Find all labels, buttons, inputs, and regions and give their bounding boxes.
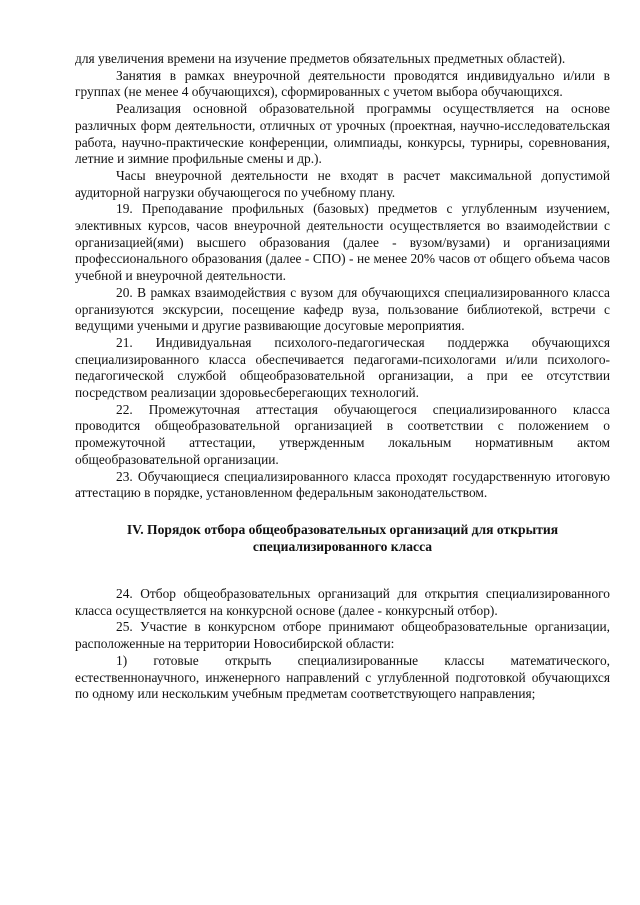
paragraph-continuation: для увеличения времени на изучение предметов обязательных предметных областей). (75, 51, 566, 66)
document-page (75, 51, 610, 703)
paragraph-item-23: 23. Обучающиеся специализированного класса проходят государственную итоговую аттестацию в порядке, установленном федеральным законодательством. (75, 468, 610, 501)
paragraph-item-25: 25. Участие в конкурсном отборе принимают общеобразовательные организации, расположенные на территории Новосибирской области: (75, 619, 610, 652)
paragraph-item-20: 20. В рамках взаимодействия с вузом для обучающихся специализированного класса организуются экскурсии, посещение кафедр вуза, пользование библиотекой, встречи с ведущими учеными и другие развивающие досуговые мероприятия. (75, 284, 610, 334)
paragraph-item-24: 24. Отбор общеобразовательных организаций для открытия специализированного класса осуществляется на конкурсной основе (далее - конкурсный отбор). (75, 585, 610, 618)
paragraph-item-21: 21. Индивидуальная психолого-педагогическая поддержка обучающихся специализированного класса обеспечивается педагогами-психологами и/или психолого-педагогической службой общеобразовательной организации, а при ее отсутствии посредством реализации здоровьесберегающих технологий. (75, 334, 610, 401)
paragraph-item-22: 22. Промежуточная аттестация обучающегося специализированного класса проводится общеобразовательной организацией в соответствии с положением о промежуточной аттестации, утвержденным локальным нормативным актом общеобразовательной организации. (75, 401, 610, 467)
paragraph-subitem-1: 1) готовые открыть специализированные классы математического, естественнонаучного, инженерного направлений с углубленной подготовкой обучающихся по одному или нескольким учебным предметам соответствующего направления; (75, 652, 610, 702)
section-heading: IV. Порядок отбора общеобразовательных организаций для открытия специализированного класса (126, 521, 559, 554)
paragraph-extracurricular-hours: Часы внеурочной деятельности не входят в расчет максимальной допустимой аудиторной нагрузки обучающегося по учебному плану. (75, 167, 610, 200)
paragraph-item-19: 19. Преподавание профильных (базовых) предметов с углубленным изучением, элективных курсов, часов внеурочной деятельности осуществляется во взаимодействии с организацией(ями) высшего образования (далее - вузом/вузами) и организациями профессионального образования (далее - СПО) - не менее 20% часов от общего объема часов учебной и внеурочной деятельности. (75, 201, 610, 284)
paragraph-extracurricular-groups: Занятия в рамках внеурочной деятельности проводятся индивидуально и/или в группах (не менее 4 обучающихся), сформированных с учетом выбора обучающихся. (75, 67, 610, 100)
paragraph-program-implementation: Реализация основной образовательной программы осуществляется на основе различных форм деятельности, отличных от урочных (проектная, научно-исследовательская работа, научно-практические конференции, олимпиады, конкурсы, турниры, соревнования, летние и зимние профильные смены и др.). (75, 101, 610, 167)
